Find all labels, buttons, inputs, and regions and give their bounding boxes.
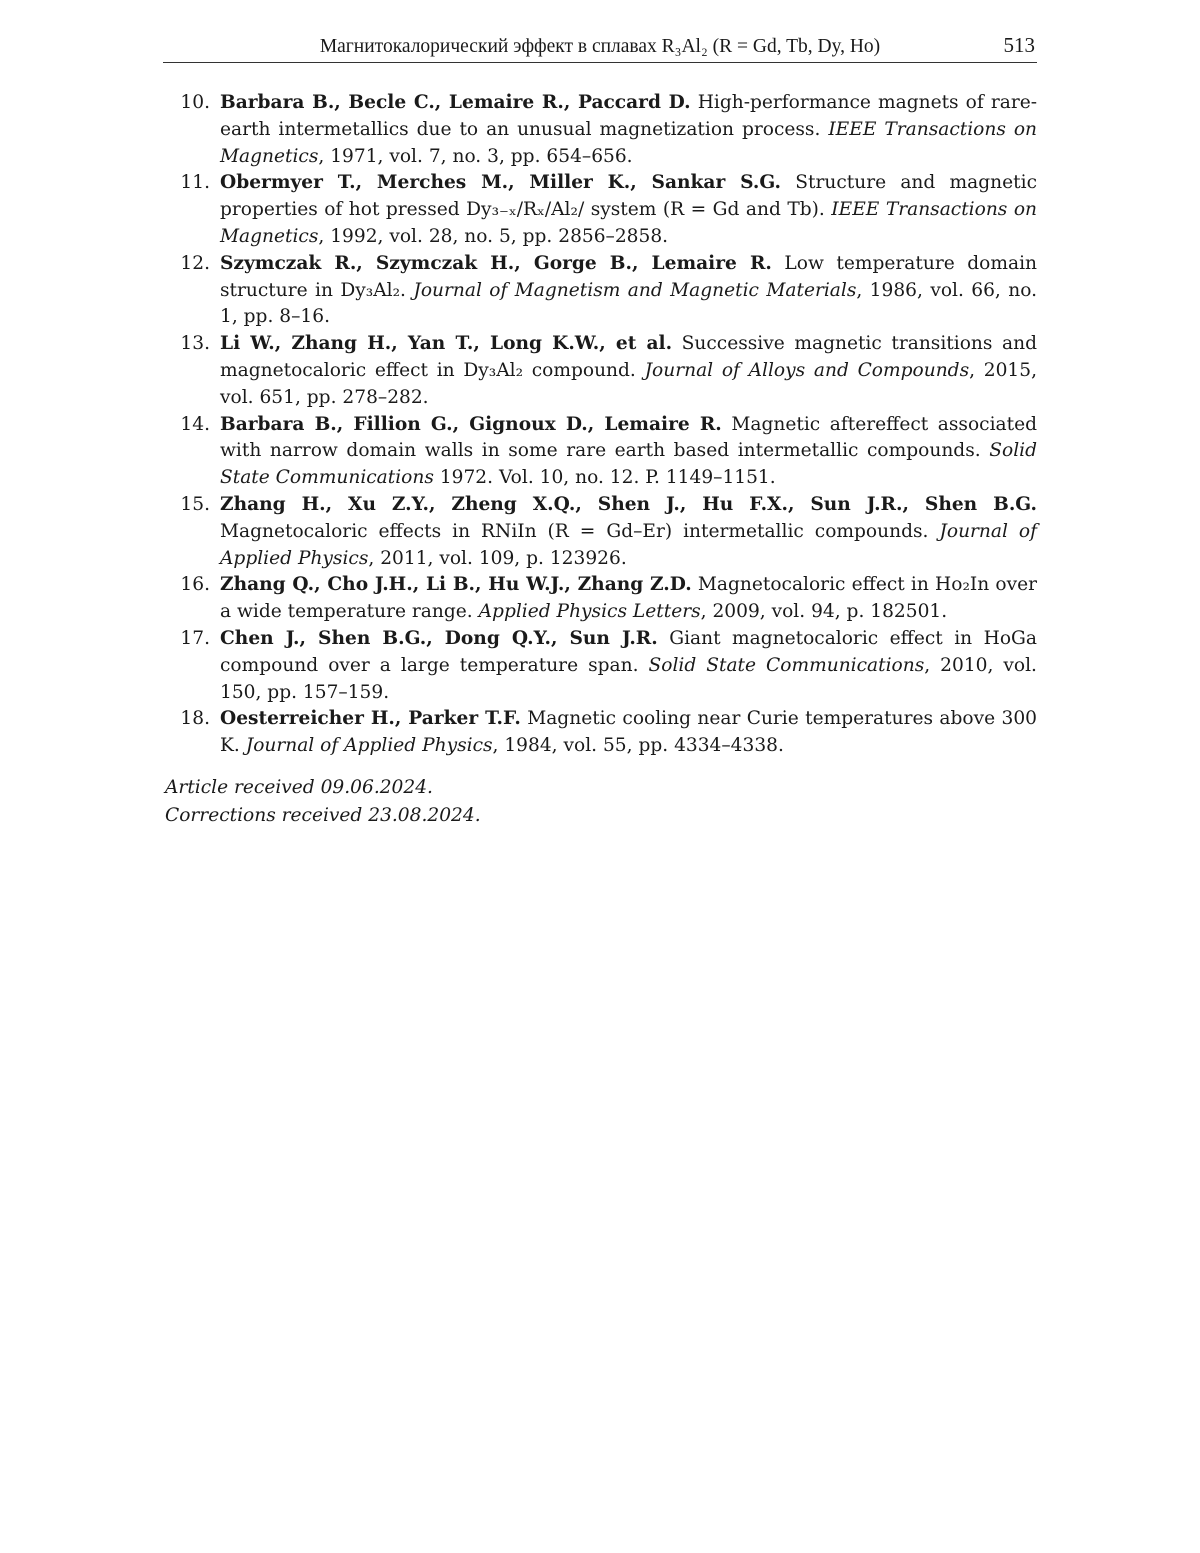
reference-item bbox=[180, 626, 1037, 706]
reference-details: 1972. Vol. 10, no. 12. P. 1149–1151. bbox=[433, 467, 776, 489]
reference-title: Structure and magnetic properties of hot pressed Dy₃₋ₓ/Rₓ/Al₂/ system (R = Gd and Tb). bbox=[220, 172, 1037, 221]
reference-details: , 1986, vol. 66, no. 1, pp. 8–16. bbox=[220, 279, 1037, 328]
reference-title: High-performance magnets of rare-earth intermetallics due to an unusual magnetization process. bbox=[220, 92, 1038, 140]
reference-authors: Chen J., Shen B.G., Dong Q.Y., Sun J.R. bbox=[220, 627, 658, 649]
reference-details: , 2010, vol. 150, pp. 157–159. bbox=[220, 654, 1037, 703]
reference-item bbox=[180, 251, 1037, 331]
corrections-date: Corrections received 23.08.2024. bbox=[165, 805, 481, 826]
reference-number: 12. bbox=[180, 252, 210, 274]
reference-authors: Barbara B., Fillion G., Gignoux D., Lemaire R. bbox=[220, 413, 722, 435]
reference-authors: Li W., Zhang H., Yan T., Long K.W., et al. bbox=[220, 333, 673, 355]
reference-item bbox=[180, 331, 1037, 411]
reference-title: Low temperature domain structure in Dy₃Al₂. bbox=[220, 252, 1037, 301]
reference-item bbox=[180, 412, 1037, 492]
reference-title: Magnetocaloric effect in Ho₂In over a wide temperature range. bbox=[220, 574, 1037, 623]
reference-journal: Journal of Alloys and Compounds bbox=[644, 359, 970, 381]
reference-title: Successive magnetic transitions and magnetocaloric effect in Dy₃Al₂ compound. bbox=[220, 333, 1037, 381]
reference-title: Magnetic cooling near Curie temperatures above 300 K. bbox=[220, 708, 1037, 757]
reference-title: Magnetocaloric effects in RNiIn (R = Gd–Er) intermetallic compounds. bbox=[220, 520, 929, 542]
reference-authors: Zhang H., Xu Z.Y., Zheng X.Q., Shen J., Hu F.X., Sun J.R., Shen B.G. bbox=[220, 493, 1037, 515]
reference-number: 15. bbox=[180, 493, 210, 515]
reference-journal: Journal of Applied Physics bbox=[220, 520, 1037, 569]
reference-authors: Oesterreicher H., Parker T.F. bbox=[220, 708, 521, 730]
reference-details: , 2011, vol. 109, p. 123926. bbox=[368, 547, 627, 569]
reference-item bbox=[180, 90, 1038, 170]
reference-authors: Zhang Q., Cho J.H., Li B., Hu W.J., Zhang Z.D. bbox=[220, 574, 692, 596]
reference-authors: Barbara B., Becle C., Lemaire R., Paccard D. bbox=[220, 92, 691, 113]
reference-number: 10. bbox=[180, 92, 210, 113]
reference-item bbox=[180, 706, 1037, 760]
reference-journal: Applied Physics Letters bbox=[478, 601, 701, 623]
reference-item bbox=[180, 492, 1037, 572]
page-number: 513 bbox=[1003, 33, 1035, 57]
reference-details: , 1971, vol. 7, no. 3, pp. 654–656. bbox=[318, 145, 633, 167]
reference-number: 18. bbox=[180, 708, 210, 730]
reference-title: Giant magnetocaloric effect in HoGa compound over a large temperature span. bbox=[220, 627, 1037, 676]
reference-journal: Journal of Applied Physics bbox=[245, 735, 493, 757]
reference-number: 11. bbox=[180, 172, 210, 194]
received-date: Article received 09.06.2024. bbox=[165, 777, 433, 798]
reference-number: 13. bbox=[180, 333, 210, 355]
reference-item bbox=[180, 572, 1037, 626]
reference-authors: Szymczak R., Szymczak H., Gorge B., Lemaire R. bbox=[220, 252, 772, 274]
running-header bbox=[163, 32, 1037, 63]
reference-journal: Solid State Communications bbox=[648, 654, 925, 676]
reference-title: Magnetic aftereffect associated with narrow domain walls in some rare earth based intermetallic compounds. bbox=[220, 413, 1037, 462]
running-title: Магнитокалорический эффект в сплавах R₃Al₂ (R = Gd, Tb, Dy, Ho) bbox=[319, 36, 881, 57]
reference-authors: Obermyer T., Merches M., Miller K., Sankar S.G. bbox=[220, 172, 782, 194]
reference-journal: Journal of Magnetism and Magnetic Materials bbox=[413, 279, 857, 301]
reference-journal: IEEE Transactions on Magnetics bbox=[220, 199, 1037, 247]
reference-number: 17. bbox=[180, 627, 210, 649]
reference-number: 16. bbox=[180, 574, 210, 596]
reference-journal: Solid State Communications bbox=[220, 440, 1037, 489]
reference-number: 14. bbox=[180, 413, 210, 435]
reference-details: , 1992, vol. 28, no. 5, pp. 2856–2858. bbox=[318, 225, 669, 247]
reference-list bbox=[180, 90, 1038, 760]
reference-details: , 2015, vol. 651, pp. 278–282. bbox=[220, 359, 1037, 408]
reference-details: , 1984, vol. 55, pp. 4334–4338. bbox=[492, 735, 784, 757]
article-notes bbox=[165, 774, 481, 830]
reference-details: , 2009, vol. 94, p. 182501. bbox=[700, 601, 948, 623]
reference-item bbox=[180, 170, 1037, 250]
reference-journal: IEEE Transactions on Magnetics bbox=[220, 118, 1037, 167]
